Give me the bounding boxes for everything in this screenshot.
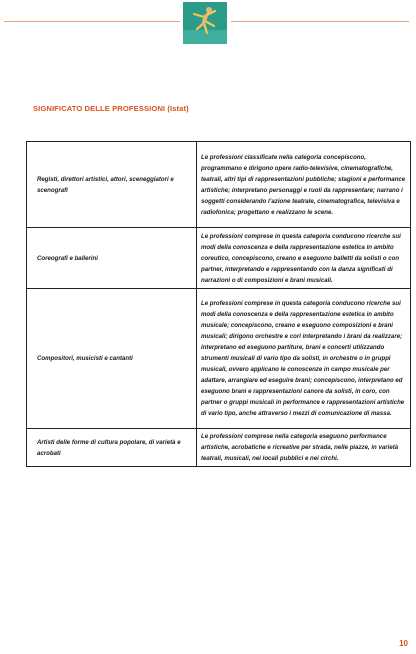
table-row <box>27 289 411 429</box>
section-title: SIGNIFICATO DELLE PROFESSIONI (Istat) <box>33 104 189 113</box>
professions-table <box>26 141 411 467</box>
header-rule-right <box>231 21 409 22</box>
description-cell: Le professioni comprese in questa categoria conducono ricerche sui modi della conoscenza e della rappresentazione estetica in ambito musicale; concepiscono, creano e eseguono composizioni e brani musicali; dirigono orchestre e cori interpretando i brani da realizzare; interpretano ed eseguono partiture, brani e concerti utilizzando strumenti musicali di vario tipo da solisti, in orchestre o in gruppi musicali, ovvero applicano le conoscenze in campo musicale per adattare, arrangiare ed eseguire brani; concepiscono, interpretano ed eseguono brani e rappresentazioni canore da solisti, in coro, con partner o gruppi musicali in performance e rappresentazioni artistiche di vario tipo, anche attraverso i mezzi di comunicazione di massa. <box>197 289 411 429</box>
page-number: 10 <box>399 639 408 648</box>
table-row <box>27 228 411 289</box>
description-cell: Le professioni classificate nella categoria concepiscono, programmano e dirigono opere radio-televisive, cinematografiche, teatrali, altri tipi di rappresentazioni pubbliche; stagioni e performance artistiche; interpretano personaggi e ruoli da rappresentare; narrano i soggetti considerando l’azione teatrale, cinematografica, televisiva e radiofonica; progettano e realizzano le scene. <box>197 142 411 228</box>
role-cell: Coreografi e ballerini <box>27 228 197 289</box>
description-cell: Le professioni comprese nella categoria eseguono performance artistiche, acrobatiche e ricreative per strada, nelle piazze, in varietà teatrali, musicali, nei locali pubblici e nei circhi. <box>197 429 411 467</box>
table-row <box>27 429 411 467</box>
header-rule-left <box>4 21 180 22</box>
table-row <box>27 142 411 228</box>
role-cell: Registi, direttori artistici, attori, sceneggiatori e scenografi <box>27 142 197 228</box>
role-cell: Artisti delle forme di cultura popolare, di varietà e acrobati <box>27 429 197 467</box>
description-cell: Le professioni comprese in questa categoria conducono ricerche sui modi della conoscenza e della rappresentazione estetica in ambito coreutico, concepiscono, creano e eseguono balletti da solisti o con partner, interpretando e rappresentando con la danza significati di narrazioni o di composizioni e brani musicali. <box>197 228 411 289</box>
role-cell: Compositori, musicisti e cantanti <box>27 289 197 429</box>
dancer-logo-icon <box>183 2 227 44</box>
